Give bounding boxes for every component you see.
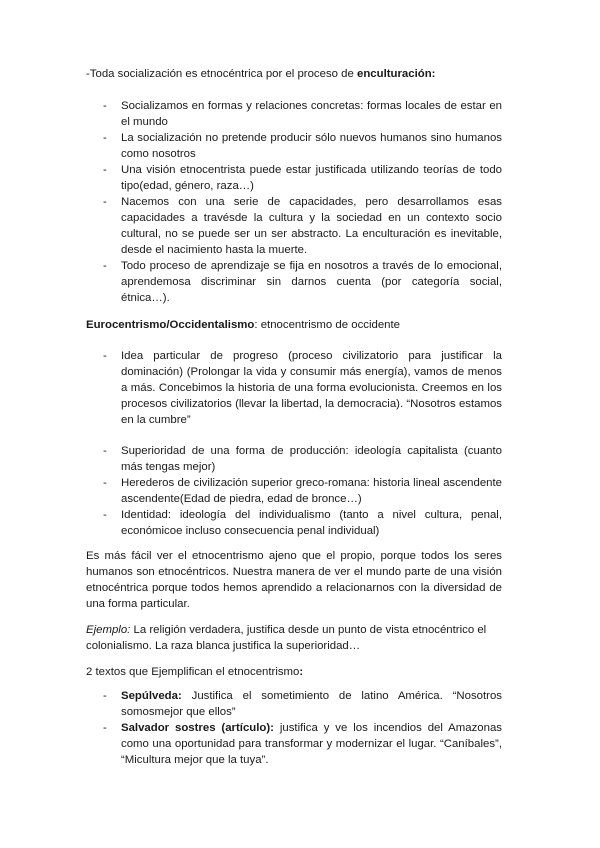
intro-line — [86, 66, 502, 82]
example-label: Ejemplo: — [86, 624, 131, 636]
intro-text: -Toda socialización es etnocéntrica por el proceso de — [86, 68, 357, 80]
list-item: - La socialización no pretende producir sólo nuevos humanos sino humanos como nosotros — [103, 132, 502, 160]
texts-heading — [86, 664, 502, 680]
example-paragraph — [86, 622, 502, 654]
dash-bullet: - — [103, 690, 107, 702]
dash-bullet: - — [103, 445, 107, 457]
dash-bullet: - — [103, 164, 107, 176]
dash-bullet: - — [103, 722, 107, 734]
dash-bullet: - — [103, 260, 107, 272]
paragraph-etnocentrismo: Es más fácil ver el etnocentrismo ajeno que el propio, porque todos los seres humanos son etnocéntricos. Nuestra manera de ver el mundo parte de una visión etnocéntrica porque todos hemos aprendido a relacionarnos con la diversidad de una forma particular. — [86, 550, 502, 610]
list-item: - Idea particular de progreso (proceso civilizatorio para justificar la dominación) (Prolongar la vida y consumir más energía), vamos de menos a más. Concebimos la historia de una forma evolucionista. Creemos en los procesos civilizatorios (llevar la libertad, la democracia). “Nosotros estamos en la cumbre” — [103, 350, 502, 426]
list-item: - Nacemos con una serie de capacidades, pero desarrollamos esas capacidades a travésde la cultura y la sociedad en un contexto socio cultural, no se puede ser un ser abstracto. La enculturación es inevitable, desde el nacimiento hasta la muerte. — [103, 196, 502, 256]
texts-list — [86, 688, 502, 768]
list-item: - Todo proceso de aprendizaje se fija en nosotros a través de lo emocional, aprendemosa discriminar sin darnos cuenta (por categoría social, étnica…). — [103, 260, 502, 304]
texts-heading-colon: : — [299, 666, 304, 678]
eurocentrism-list-a — [86, 348, 502, 428]
intro-bold: enculturación: — [357, 68, 436, 80]
dash-bullet: - — [103, 509, 107, 521]
list-item: - Salvador sostres (artículo): justifica y ve los incendios del Amazonas como una oportunidad para transformar y modernizar el lugar. “Caníbales”, “Micultura mejor que la tuya”. — [103, 722, 502, 766]
list-item: - Una visión etnocentrista puede estar justificada utilizando teorías de todo tipo(edad, género, raza…) — [103, 164, 502, 192]
section-heading-bold: Eurocentrismo/Occidentalismo — [86, 319, 255, 331]
section-heading-text: : etnocentrismo de occidente — [254, 319, 401, 331]
list-item: - Sepúlveda: Justifica el sometimiento de latino América. “Nosotros somosmejor que ellos” — [103, 690, 502, 718]
list-item: - Herederos de civilización superior greco-romana: historia lineal ascendente ascendente(Edad de piedra, edad de bronce…) — [103, 477, 502, 505]
dash-bullet: - — [103, 196, 107, 208]
list-item: - Superioridad de una forma de producción: ideología capitalista (cuanto más tengas mejor) — [103, 445, 502, 473]
eurocentrism-list-b — [86, 443, 502, 539]
author-name: Sepúlveda: — [121, 690, 182, 702]
dash-bullet: - — [103, 350, 107, 362]
dash-bullet: - — [103, 477, 107, 489]
list-item: - Identidad: ideología del individualismo (tanto a nivel cultura, penal, económicoe incluso consecuencia penal individual) — [103, 509, 502, 537]
section-heading-eurocentrismo — [86, 317, 502, 333]
socialization-list — [86, 98, 502, 306]
dash-bullet: - — [103, 132, 107, 144]
author-name: Salvador sostres (artículo): — [121, 722, 274, 734]
example-text: La religión verdadera, justifica desde un punto de vista etnocéntrico el colonialismo. La raza blanca justifica la superioridad… — [86, 624, 487, 652]
list-item: - Socializamos en formas y relaciones concretas: formas locales de estar en el mundo — [103, 100, 502, 128]
texts-heading-text: 2 textos que Ejemplifican el etnocentrismo — [86, 666, 300, 678]
dash-bullet: - — [103, 100, 107, 112]
